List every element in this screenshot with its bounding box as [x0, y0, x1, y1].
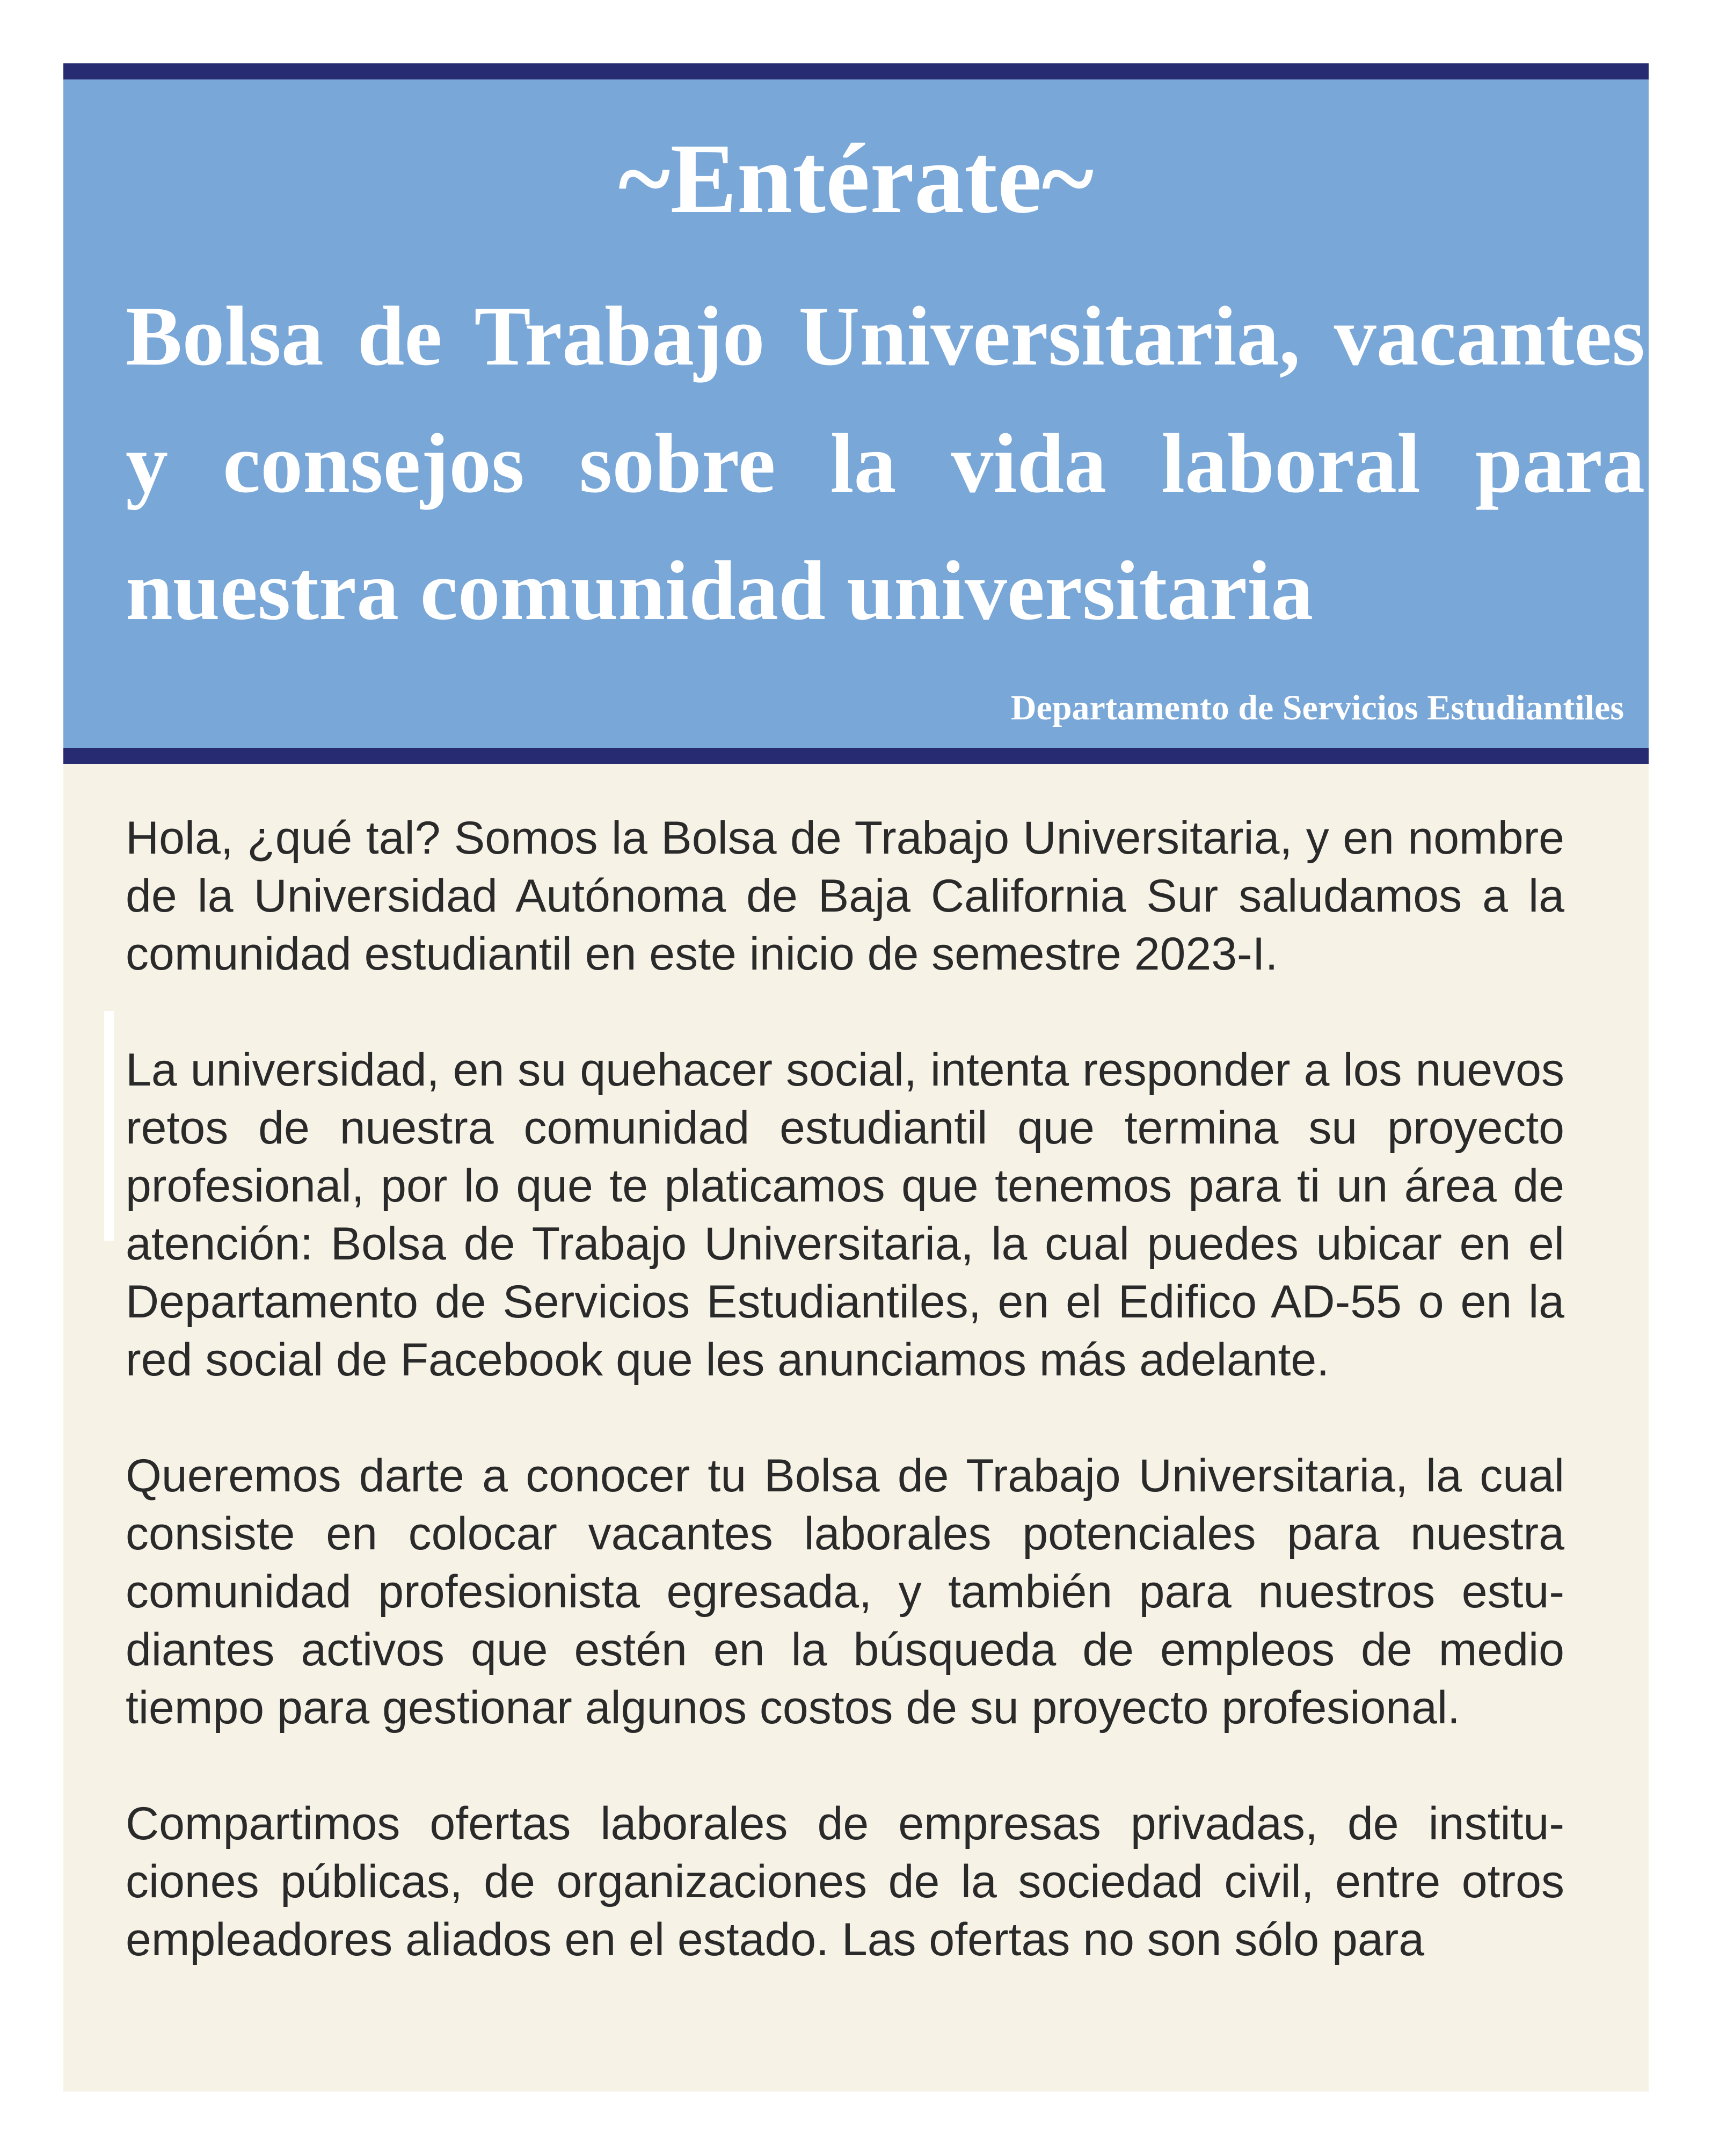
section-kicker: ~Entérate~	[618, 123, 1094, 234]
margin-marker	[104, 1011, 114, 1241]
article-body	[63, 764, 1649, 2092]
article-headline: Bolsa de Trabajo Universitaria, vacantes y consejos sobre la vida laboral para nuestra comunidad universitaria	[126, 289, 1645, 638]
header-bottom-rule	[63, 748, 1649, 764]
article-text	[126, 809, 1564, 2027]
department-credit: Departamento de Servicios Estudiantiles	[1010, 688, 1624, 727]
paragraph-university-role: La universidad, en su quehacer social, intenta responder a los nuevos retos de nuestra comunidad estudiantil que termina su proyecto profesional, por lo que te platicamos que tenemos para ti un área de atención: Bolsa de Trabajo Universitaria, la cual puedes ubicar en el Departamento de Servicios Estudiantiles, en el Edifico AD-55 o en la red social de Facebook que les anunciamos más adelante.	[126, 1044, 1564, 1386]
paragraph-greeting: Hola, ¿qué tal? Somos la Bolsa de Trabajo Universitaria, y en nombre de la Universidad Autónoma de Baja California Sur saludamos a la comunidad estudiantil en este inicio de semestre 2023-I.	[126, 812, 1564, 980]
header-banner	[63, 79, 1649, 748]
header-top-rule	[63, 63, 1649, 79]
paragraph-job-board-purpose: Queremos darte a conocer tu Bolsa de Trabajo Universitaria, la cual consiste en colocar vacantes laborales potenciales para nuestra comunidad profesionista egresada, y también para nuestros estudiantes activos que estén en la búsqueda de empleos de medio tiempo para gestionar algunos costos de su proyecto profesional.	[126, 1450, 1564, 1733]
paragraph-offers: Compartimos ofertas laborales de empresas privadas, de instituciones públicas, de organizaciones de la sociedad civil, entre otros empleadores aliados en el estado. Las ofertas no son sólo para	[126, 1798, 1564, 1965]
